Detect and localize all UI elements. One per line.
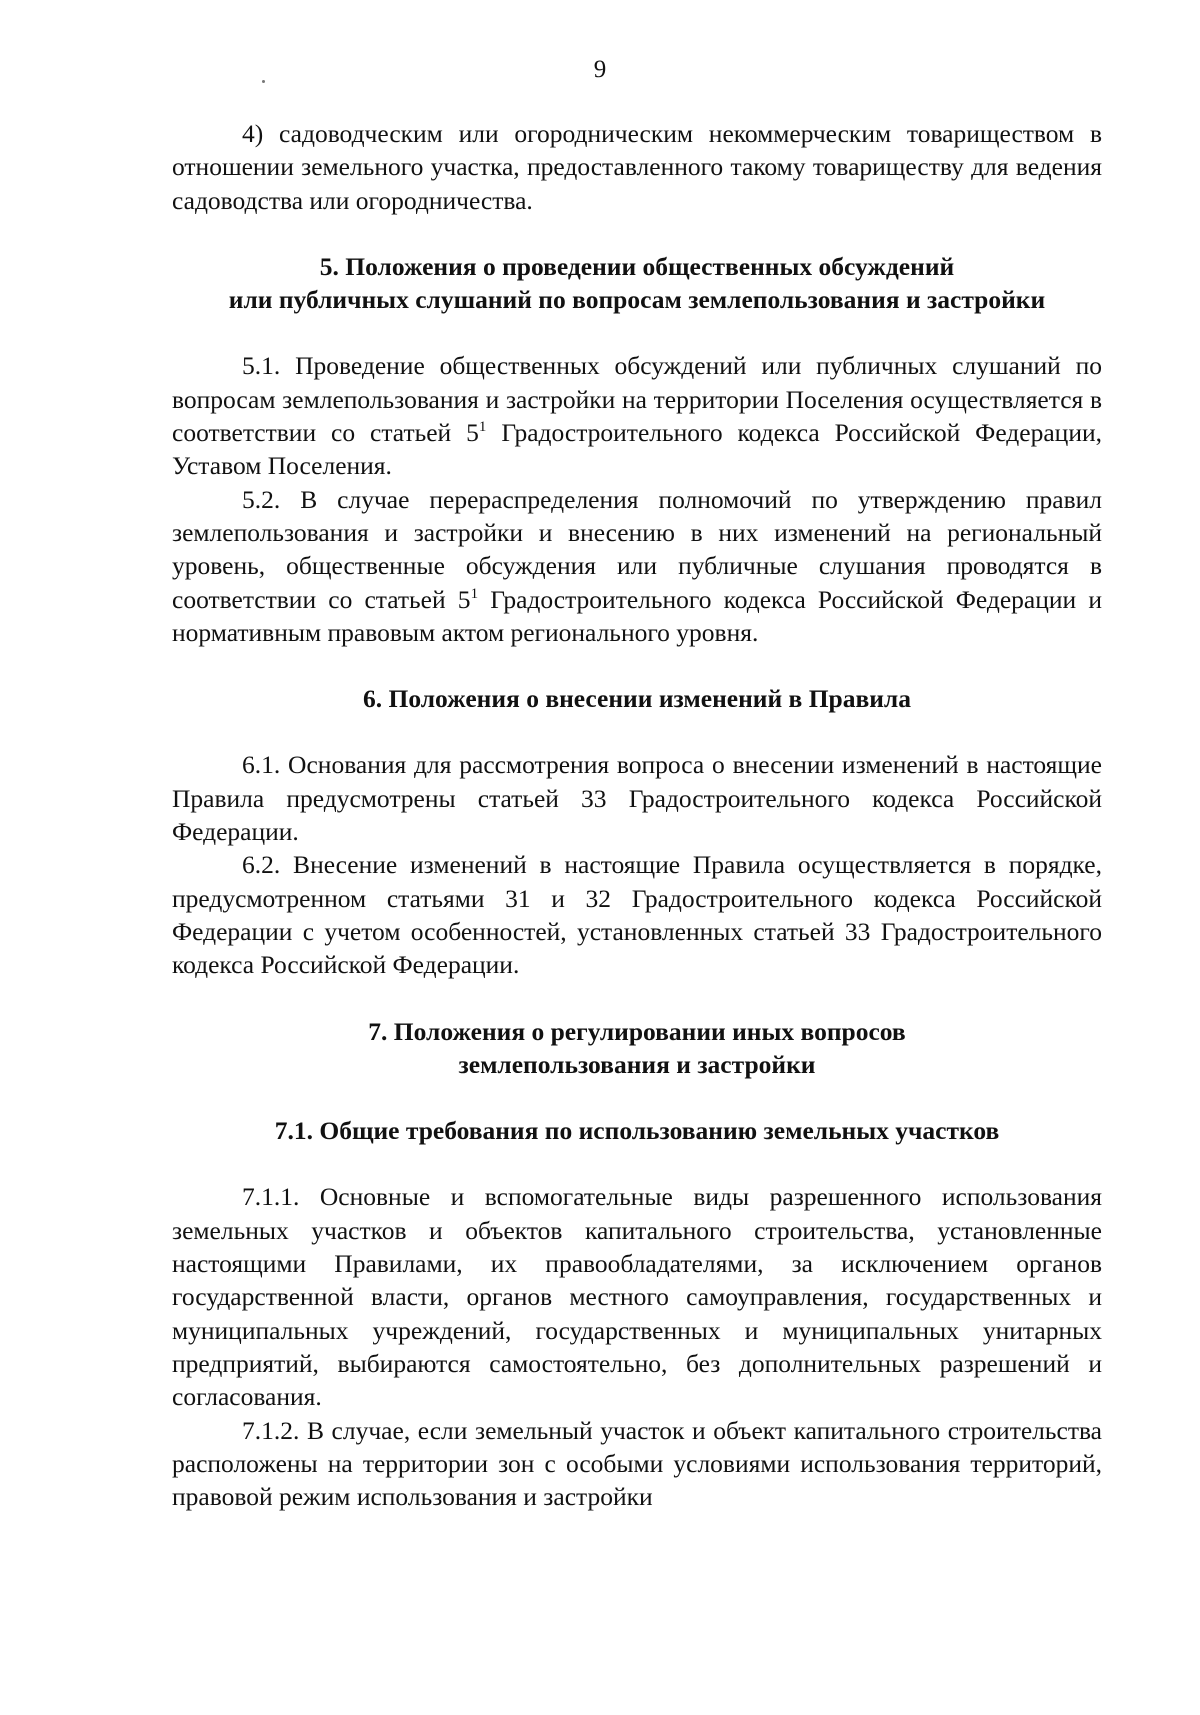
superscript: 1 xyxy=(470,585,479,602)
subsection-7-1-heading: 7.1. Общие требования по использованию земельных участков xyxy=(274,1116,1000,1146)
scan-speck xyxy=(262,80,265,83)
document-body xyxy=(172,117,1102,1513)
paragraph-5-1 xyxy=(172,349,1102,482)
section-5-heading-line-1: 5. Положения о проведении общественных обсуждений xyxy=(319,251,955,281)
section-6-heading: 6. Положения о внесении изменений в Правила xyxy=(363,684,911,714)
paragraph-6-2: 6.2. Внесение изменений в настоящие Правила осуществляется в порядке, предусмотренном статьями 31 и 32 Градостроительного кодекса Российской Федерации с учетом особенностей, установленных статьей 33 Градостроительного кодекса Российской Федерации. xyxy=(172,850,1102,980)
section-7-heading-line-2: землепользования и застройки xyxy=(458,1049,816,1079)
paragraph-7-1-2: 7.1.2. В случае, если земельный участок и объект капитального строительства расположены на территории зон с особыми условиями использования территорий, правовой режим использования и застройки xyxy=(172,1415,1102,1512)
spacer xyxy=(172,217,1102,250)
page-number: 9 xyxy=(593,56,607,83)
paragraph-5-2-text-end: Градостроительного кодекса Российской Федерации и нормативным правовым актом регионального уровня. xyxy=(172,584,1102,647)
spacer xyxy=(172,649,1102,682)
section-7-heading-line-1: 7. Положения о регулировании иных вопросов xyxy=(368,1016,906,1046)
spacer xyxy=(172,715,1102,748)
paragraph-5-2 xyxy=(172,483,1102,649)
spacer xyxy=(172,316,1102,349)
spacer xyxy=(172,1147,1102,1180)
spacer xyxy=(172,1081,1102,1114)
paragraph-6-1: 6.1. Основания для рассмотрения вопроса о внесении изменений в настоящие Правила предусмотрены статьей 33 Градостроительного кодекса Российской Федерации. xyxy=(172,750,1102,847)
paragraph-5-2-text: 5.2. В случае перераспределения полномочий по утверждению правил землепользования и застройки и внесению в них изменений на региональный уровень, общественные обсуждения или публичные слушания проводятся в соответствии со статьей 5 xyxy=(172,484,1102,614)
paragraph-5-1-text-end: Градостроительного кодекса Российской Федерации, Уставом Поселения. xyxy=(172,418,1102,481)
superscript: 1 xyxy=(478,419,487,436)
paragraph-5-1-text: 5.1. Проведение общественных обсуждений или публичных слушаний по вопросам землепользования и застройки на территории Поселения осуществляется в соответствии со статьей 5 xyxy=(172,351,1102,448)
paragraph-4: 4) садоводческим или огородническим некоммерческим товариществом в отношении земельного участка, предоставленного такому товариществу для ведения садоводства или огородничества. xyxy=(172,119,1102,215)
section-5-heading-line-2: или публичных слушаний по вопросам землепользования и застройки xyxy=(228,285,1046,315)
paragraph-7-1-1: 7.1.1. Основные и вспомогательные виды разрешенного использования земельных участков и объектов капитального строительства, установленные настоящими Правилами, их правообладателями, за исключением органов государственной власти, органов местного самоуправления, государственных и муниципальных учреждений, государственных и муниципальных унитарных предприятий, выбираются самостоятельно, без дополнительных разрешений и согласования. xyxy=(172,1182,1102,1412)
spacer xyxy=(172,982,1102,1015)
